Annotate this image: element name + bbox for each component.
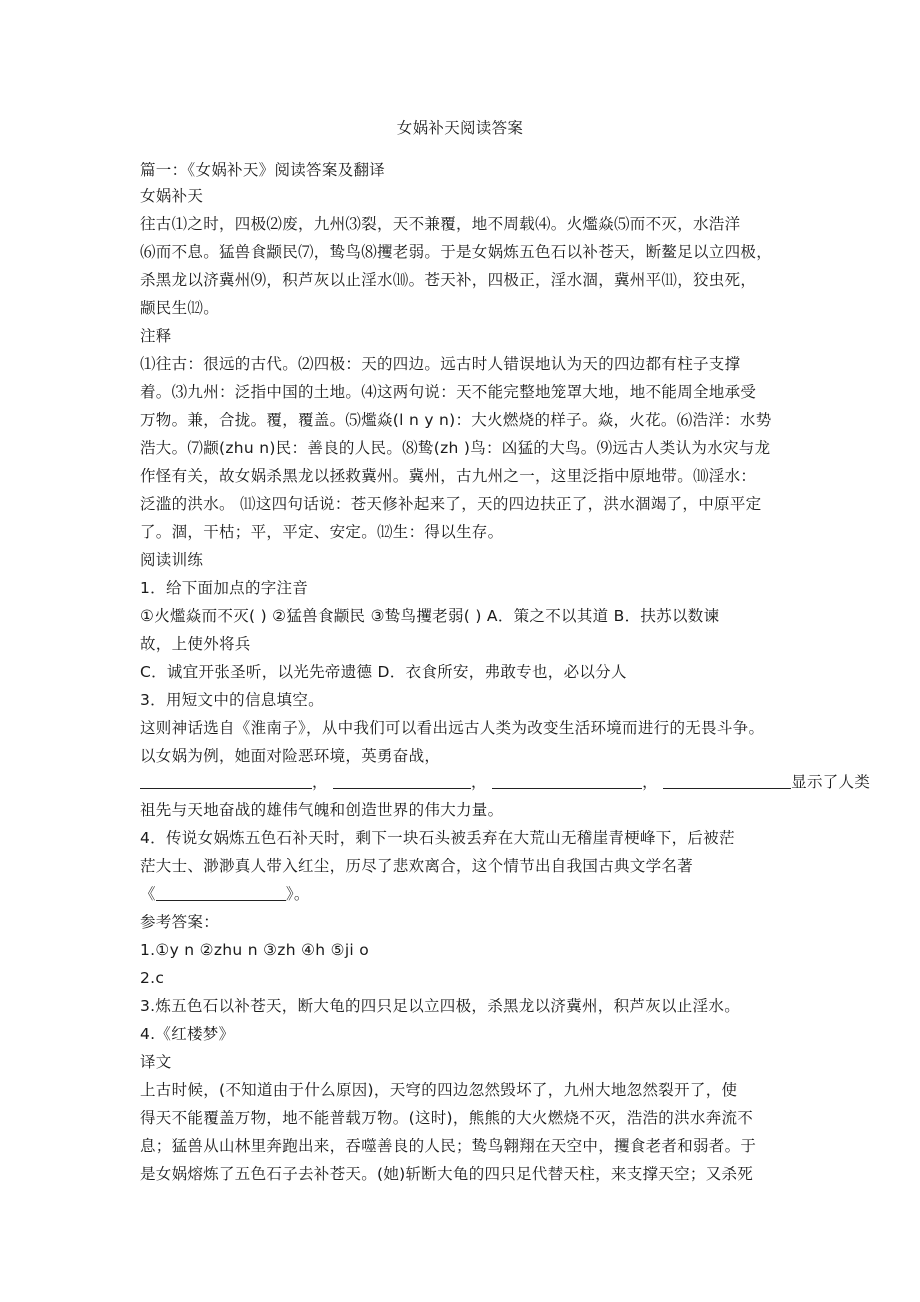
blank-row-tail: 显示了人类 (791, 773, 871, 791)
question-line: 4．传说女娲炼五色石补天时，剩下一块石头被丢弃在大荒山无稽崖青梗峰下，后被茫 (140, 829, 735, 847)
note-line: 着。⑶九州：泛指中国的土地。⑷这两句说：天不能完整地笼罩大地，地不能周全地承受 (140, 383, 757, 401)
note-line: 万物。兼，合拢。覆，覆盖。⑸爁焱(l n y n)：大火燃烧的样子。焱，火花。⑹浩洋：水势 (140, 411, 772, 429)
answer-line: 2.c (140, 969, 165, 987)
text-line: ⑹而不息。猛兽食颛民⑺，鸷鸟⑻攫老弱。于是女娲炼五色石以补苍天，断鳌足以立四极， (140, 243, 773, 261)
translation-line: 上古时候，(不知道由于什么原因)，天穹的四边忽然毁坏了，九州大地忽然裂开了，使 (140, 1081, 738, 1099)
note-line: ⑴往古：很远的古代。⑵四极：天的四边。远古时人错误地认为天的四边都有柱子支撑 (140, 355, 741, 373)
answer-line: 3.炼五色石以补苍天，断大龟的四只足以立四极，杀黑龙以济冀州，积芦灰以止淫水。 (140, 997, 740, 1015)
section-heading: 篇一：《女娲补天》阅读答案及翻译 (140, 161, 386, 179)
fill-blank-row (140, 772, 870, 792)
text-line: 颛民生⑿。 (140, 299, 220, 317)
document-title: 女娲补天阅读答案 (396, 119, 524, 137)
text-title: 女娲补天 (140, 187, 204, 205)
exercise-heading: 阅读训练 (140, 551, 204, 569)
answer-blank[interactable] (140, 774, 312, 789)
notes-heading: 注释 (140, 327, 172, 345)
translation-heading: 译文 (140, 1053, 172, 1071)
answers-heading: 参考答案： (140, 913, 220, 931)
translation-line: 得天不能覆盖万物，地不能普载万物。(这时)，熊熊的大火燃烧不灭，浩浩的洪水奔流不 (140, 1109, 754, 1127)
question-line: 这则神话选自《淮南子》，从中我们可以看出远古人类为改变生活环境而进行的无畏斗争。 (140, 719, 765, 737)
blank-separator: ， (642, 773, 658, 791)
question-line: ①火爁焱而不灭( ) ②猛兽食颛民 ③鸷鸟攫老弱( ) A．策之不以其道 B．扶苏以数谏 (140, 607, 720, 625)
book-close: 》。 (285, 885, 310, 903)
book-blank-row (140, 884, 310, 904)
translation-line: 是女娲熔炼了五色石子去补苍天。(她)斩断大龟的四只足代替天柱，来支撑天空；又杀死 (140, 1165, 754, 1183)
question-line: 以女娲为例，她面对险恶环境，英勇奋战， (140, 747, 441, 765)
question-line: 1．给下面加点的字注音 (140, 579, 309, 597)
question-line: 3．用短文中的信息填空。 (140, 691, 324, 709)
answer-blank[interactable] (663, 774, 791, 789)
text-line: 杀黑龙以济冀州⑼，积芦灰以止淫水⑽。苍天补，四极正，淫水涸，冀州平⑾，狡虫死， (140, 271, 757, 289)
blank-separator: ， (312, 773, 328, 791)
text-line: 往古⑴之时，四极⑵废，九州⑶裂，天不兼覆，地不周载⑷。火爁焱⑸而不灭，水浩洋 (140, 215, 741, 233)
question-line: 故，上使外将兵 (140, 635, 251, 653)
answer-blank[interactable] (492, 774, 642, 789)
book-title-blank[interactable] (156, 886, 286, 901)
note-line: 了。涸，干枯；平，平定、安定。⑿生：得以生存。 (140, 523, 504, 541)
question-line: 祖先与天地奋战的雄伟气魄和创造世界的伟大力量。 (140, 801, 504, 819)
question-line: 茫大士、渺渺真人带入红尘，历尽了悲欢离合，这个情节出自我国古典文学名著 (140, 857, 694, 875)
question-line: C．诚宜开张圣听，以光先帝遗德 D．衣食所安，弗敢专也，必以分人 (140, 663, 627, 681)
blank-separator: ， (471, 773, 487, 791)
note-line: 泛滥的洪水。 ⑾这四句话说：苍天修补起来了，天的四边扶正了，洪水涸竭了，中原平定 (140, 495, 762, 513)
answer-line: 4.《红楼梦》 (140, 1025, 235, 1043)
note-line: 作怪有关，故女娲杀黑龙以拯救冀州。冀州，古九州之一，这里泛指中原地带。⑽淫水： (140, 467, 757, 485)
answer-blank[interactable] (333, 774, 471, 789)
answer-line: 1.①y n ②zhu n ③zh ④h ⑤ji o (140, 941, 370, 959)
note-line: 浩大。⑺颛(zhu n)民：善良的人民。⑻鸷(zh )鸟：凶猛的大鸟。⑼远古人类认为水灾与龙 (140, 439, 771, 457)
book-open: 《 (140, 885, 156, 903)
translation-line: 息；猛兽从山林里奔跑出来，吞噬善良的人民；鸷鸟翱翔在天空中，攫食老者和弱者。于 (140, 1137, 757, 1155)
